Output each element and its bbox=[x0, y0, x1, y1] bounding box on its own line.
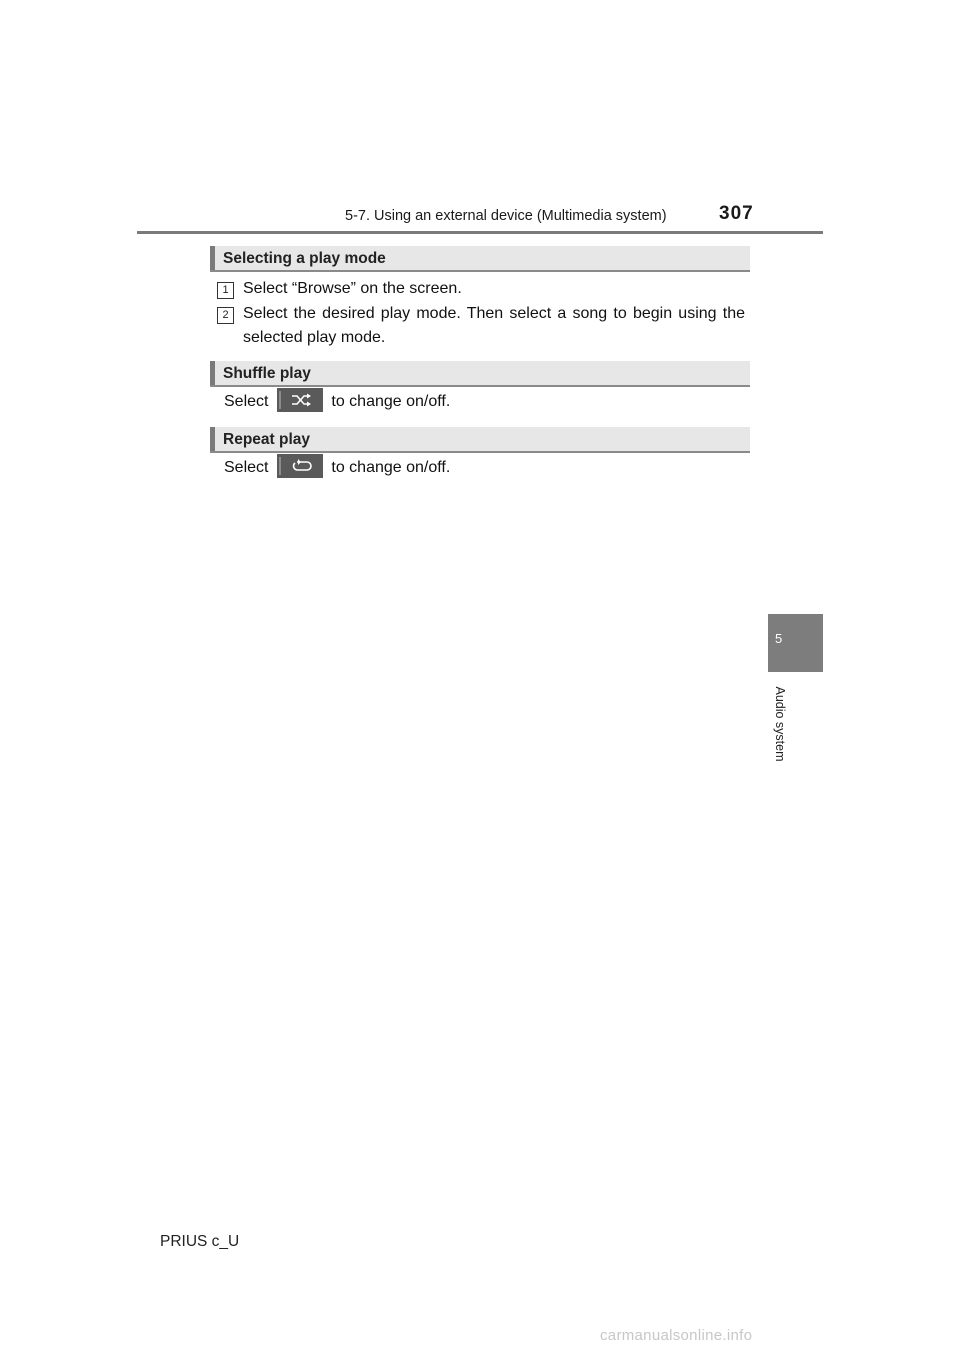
repeat-text-before: Select bbox=[224, 459, 269, 477]
heading-bar bbox=[210, 246, 215, 270]
chapter-title: 5-7. Using an external device (Multimedia system) bbox=[345, 208, 667, 224]
section-heading-shuffle bbox=[210, 361, 750, 387]
section-heading-label: Shuffle play bbox=[223, 365, 311, 382]
repeat-text-after: to change on/off. bbox=[331, 459, 451, 477]
section-heading-play-mode bbox=[210, 246, 750, 272]
heading-bar bbox=[210, 427, 215, 451]
repeat-button[interactable] bbox=[277, 454, 323, 478]
step-2-text: Select the desired play mode. Then select a song to begin using the selected play mode. bbox=[243, 305, 745, 346]
repeat-icon bbox=[291, 458, 313, 474]
shuffle-instruction bbox=[224, 390, 450, 414]
model-code: PRIUS c_U bbox=[160, 1233, 240, 1250]
shuffle-icon bbox=[291, 392, 313, 408]
step-1-text: Select “Browse” on the screen. bbox=[243, 280, 462, 297]
section-heading-label: Selecting a play mode bbox=[223, 250, 386, 267]
section-heading-repeat bbox=[210, 427, 750, 453]
shuffle-button[interactable] bbox=[277, 388, 323, 412]
header-rule bbox=[137, 231, 823, 234]
step-number-1: 1 bbox=[217, 282, 234, 299]
shuffle-text-before: Select bbox=[224, 393, 269, 411]
chapter-tab-number: 5 bbox=[775, 631, 783, 646]
watermark: carmanualsonline.info bbox=[600, 1327, 753, 1344]
section-heading-label: Repeat play bbox=[223, 431, 311, 448]
chapter-tab-label: Audio system bbox=[773, 686, 787, 762]
shuffle-text-after: to change on/off. bbox=[331, 393, 451, 411]
heading-bar bbox=[210, 361, 215, 385]
step-number-2: 2 bbox=[217, 307, 234, 324]
page-number: 307 bbox=[719, 203, 754, 224]
repeat-instruction bbox=[224, 456, 450, 480]
